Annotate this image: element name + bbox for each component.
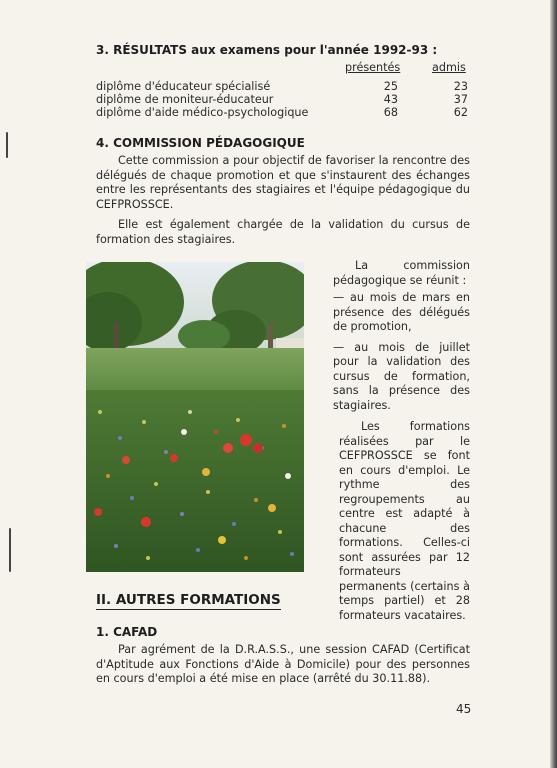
page-edge (550, 0, 557, 768)
binding-mark (6, 132, 8, 158)
results-row (96, 80, 470, 94)
results-label: diplôme de moniteur-éducateur (96, 93, 274, 106)
results-admis: 23 (453, 80, 468, 93)
commission-paragraph-2: Elle est également chargée de la validation du cursus de formation des stagiaires. (96, 218, 470, 246)
results-label: diplôme d'aide médico-psychologique (96, 106, 309, 119)
section-4-title: 4. COMMISSION PÉDAGOGIQUE (96, 136, 305, 150)
results-presentes: 25 (383, 80, 398, 93)
results-label: diplôme d'éducateur spécialisé (96, 80, 271, 93)
side-item-march: — au mois de mars en présence des délégués de promotion, (333, 291, 470, 333)
section-ii-title: II. AUTRES FORMATIONS (96, 592, 281, 608)
section-3-title: 3. RÉSULTATS aux examens pour l'année 1992-93 : (96, 43, 438, 57)
results-presentes: 43 (383, 93, 398, 106)
results-admis: 62 (453, 106, 468, 119)
side-item-july: — au mois de juillet pour la validation des cursus de formation, sans la présence des stagiaires. (333, 340, 470, 412)
page-number: 45 (456, 702, 472, 716)
commission-paragraph-1: Cette commission a pour objectif de favoriser la rencontre des délégués de chaque promotion et que s'instaurent des échanges entre les représentants des stagiaires et l'équipe pédagogique du CEFPROSSCE. (96, 154, 470, 211)
results-row (96, 106, 470, 120)
formations-paragraph: Les formations réalisées par le CEFPROSSCE se font en cours d'emploi. Le rythme des regroupements au centre est adapté à chacune des formations. Celles-ci sont assurées par 12 formateurs permanents (certains à temps partiel) et 28 formateurs vacataires. (339, 420, 470, 622)
cafad-title: 1. CAFAD (96, 625, 158, 639)
wildflower-meadow-photo (86, 262, 304, 572)
column-head-presentes: présentés (345, 61, 401, 74)
results-presentes: 68 (383, 106, 398, 119)
side-column (333, 259, 470, 413)
binding-mark (9, 528, 11, 572)
results-admis: 37 (453, 93, 468, 106)
cafad-paragraph: Par agrément de la D.R.A.S.S., une session CAFAD (Certificat d'Aptitude aux Fonctions d'Aide à Domicile) pour des personnes en cours d'emploi a été mise en place (arrêté du 30.11.88). (96, 643, 470, 685)
column-head-admis: admis (432, 61, 466, 74)
results-row (96, 93, 470, 107)
side-intro: La commission pédagogique se réunit : (333, 259, 470, 287)
